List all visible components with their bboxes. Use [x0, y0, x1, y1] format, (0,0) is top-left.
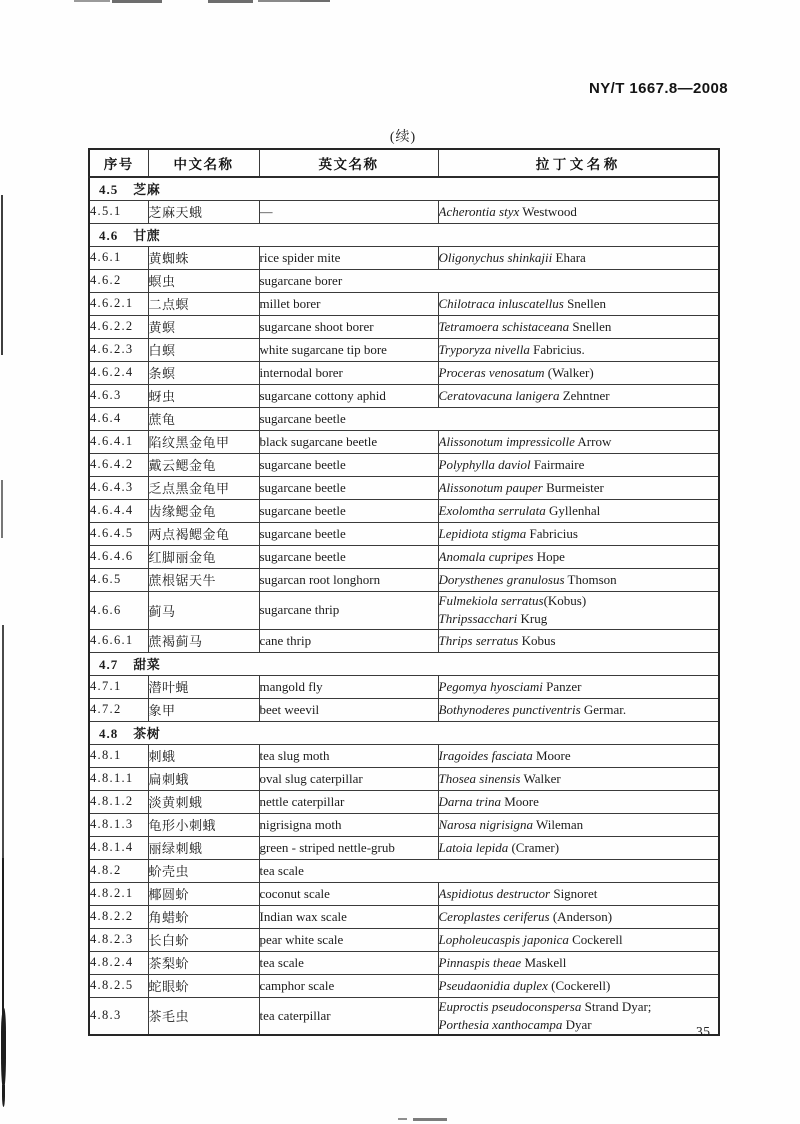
cell-chinese-name: 条螟	[148, 361, 259, 384]
table-row	[89, 246, 719, 269]
section-number: 4.7	[99, 657, 119, 672]
cell-chinese-name: 红脚丽金龟	[148, 545, 259, 568]
cell-latin-name	[438, 591, 719, 629]
cell-english-name: sugarcane beetle	[259, 453, 438, 476]
table-row	[89, 744, 719, 767]
latin-name-line: Bothynoderes punctiventris Germar.	[438, 701, 627, 717]
latin-name-line: Latoia lepida (Cramer)	[438, 839, 560, 855]
latin-name-line: Anomala cupripes Hope	[438, 548, 565, 564]
latin-name-line: Oligonychus shinkajii Ehara	[438, 249, 586, 265]
cell-latin-name	[438, 522, 719, 545]
continued-label: (续)	[389, 130, 417, 145]
cell-chinese-name: 黄蜘蛛	[148, 246, 259, 269]
latin-name-line: Lopholeucaspis japonica Cockerell	[438, 931, 623, 947]
cell-english-name: sugarcane beetle	[259, 476, 438, 499]
cell-english-name: sugarcane beetle	[259, 407, 719, 430]
cell-chinese-name: 螟虫	[148, 269, 259, 292]
latin-name-line: Pegomya hyosciami Panzer	[438, 678, 582, 694]
cell-english-name: millet borer	[259, 292, 438, 315]
cell-chinese-name: 角蜡蚧	[148, 905, 259, 928]
latin-name-line: Ceratovacuna lanigera Zehntner	[438, 387, 610, 403]
scan-artifact-left-edge	[2, 625, 4, 860]
scan-artifact-left-edge	[1, 1008, 6, 1090]
latin-name-line: Pseudaonidia duplex (Cockerell)	[438, 977, 611, 993]
cell-latin-name	[438, 744, 719, 767]
section-cell	[89, 223, 719, 246]
cell-chinese-name: 乏点黑金龟甲	[148, 476, 259, 499]
cell-latin-name	[438, 767, 719, 790]
latin-name-line: Thosea sinensis Walker	[438, 770, 561, 786]
cell-english-name: internodal borer	[259, 361, 438, 384]
cell-english-name: tea caterpillar	[259, 997, 438, 1035]
cell-number: 4.5.1	[89, 200, 148, 223]
cell-latin-name	[438, 836, 719, 859]
cell-latin-name	[438, 384, 719, 407]
cell-chinese-name: 刺蛾	[148, 744, 259, 767]
scan-artifact-top	[300, 0, 330, 2]
cell-number: 4.6.4.4	[89, 499, 148, 522]
latin-name-line: Tetramoera schistaceana Snellen	[438, 318, 612, 334]
section-number: 4.8	[99, 726, 119, 741]
cell-chinese-name: 蔗褐蓟马	[148, 629, 259, 652]
cell-number: 4.8.3	[89, 997, 148, 1035]
table-row	[89, 292, 719, 315]
table-row	[89, 591, 719, 629]
section-number: 4.6	[99, 228, 119, 243]
cell-latin-name	[438, 997, 719, 1035]
cell-number: 4.7.1	[89, 675, 148, 698]
cell-latin-name	[438, 675, 719, 698]
cell-chinese-name: 白螟	[148, 338, 259, 361]
cell-english-name: sugarcane shoot borer	[259, 315, 438, 338]
latin-name-line: Narosa nigrisigna Wileman	[438, 816, 584, 832]
table-row	[89, 315, 719, 338]
table-row	[89, 545, 719, 568]
latin-name-line: Proceras venosatum (Walker)	[438, 364, 594, 380]
cell-english-name: sugarcane borer	[259, 269, 719, 292]
section-title: 甘蔗	[133, 228, 161, 243]
cell-number: 4.6.4	[89, 407, 148, 430]
cell-english-name: pear white scale	[259, 928, 438, 951]
cell-number: 4.8.2.5	[89, 974, 148, 997]
cell-english-name: rice spider mite	[259, 246, 438, 269]
cell-english-name: tea slug moth	[259, 744, 438, 767]
cell-english-name: tea scale	[259, 859, 719, 882]
col-header-number: 序号	[89, 149, 148, 177]
table-row	[89, 629, 719, 652]
cell-number: 4.6.2	[89, 269, 148, 292]
cell-chinese-name: 蔗根锯天牛	[148, 568, 259, 591]
cell-english-name: sugarcane beetle	[259, 499, 438, 522]
table-row	[89, 522, 719, 545]
latin-name-line: Iragoides fasciata Moore	[438, 747, 571, 763]
cell-english-name: black sugarcane beetle	[259, 430, 438, 453]
cell-english-name: sugarcan root longhorn	[259, 568, 438, 591]
cell-chinese-name: 椰圆蚧	[148, 882, 259, 905]
section-cell	[89, 652, 719, 675]
section-title: 茶树	[133, 726, 161, 741]
col-header-chinese-name: 中文名称	[148, 149, 259, 177]
table-header-row	[89, 149, 719, 177]
cell-english-name: nigrisigna moth	[259, 813, 438, 836]
cell-chinese-name: 芝麻天蛾	[148, 200, 259, 223]
cell-number: 4.8.2.1	[89, 882, 148, 905]
cell-latin-name	[438, 453, 719, 476]
latin-name-line: Euproctis pseudoconspersa Strand Dyar;	[438, 998, 652, 1014]
cell-number: 4.8.2.2	[89, 905, 148, 928]
section-row	[89, 652, 719, 675]
cell-number: 4.6.1	[89, 246, 148, 269]
cell-chinese-name: 潜叶蝇	[148, 675, 259, 698]
scan-artifact-left-edge	[2, 858, 4, 1023]
section-title: 甜菜	[133, 657, 161, 672]
cell-chinese-name: 蛇眼蚧	[148, 974, 259, 997]
cell-chinese-name: 蔗龟	[148, 407, 259, 430]
cell-number: 4.6.4.1	[89, 430, 148, 453]
cell-latin-name	[438, 790, 719, 813]
table-row	[89, 269, 719, 292]
cell-latin-name	[438, 246, 719, 269]
scan-artifact-bottom	[413, 1118, 447, 1121]
cell-english-name: Indian wax scale	[259, 905, 438, 928]
cell-chinese-name: 蓟马	[148, 591, 259, 629]
latin-name-line: Darna trina Moore	[438, 793, 539, 809]
cell-chinese-name: 扁刺蛾	[148, 767, 259, 790]
scan-artifact-left-edge	[1, 480, 3, 538]
table-row	[89, 882, 719, 905]
cell-chinese-name: 丽绿刺蛾	[148, 836, 259, 859]
cell-latin-name	[438, 974, 719, 997]
cell-chinese-name: 淡黄刺蛾	[148, 790, 259, 813]
section-title: 芝麻	[133, 182, 161, 198]
cell-number: 4.6.4.2	[89, 453, 148, 476]
cell-number: 4.6.2.2	[89, 315, 148, 338]
table-row	[89, 698, 719, 721]
cell-number: 4.8.2	[89, 859, 148, 882]
pest-table	[88, 148, 720, 1036]
cell-english-name: tea scale	[259, 951, 438, 974]
cell-english-name: nettle caterpillar	[259, 790, 438, 813]
cell-latin-name	[438, 882, 719, 905]
col-header-latin-name: 拉丁文名称	[438, 149, 719, 177]
cell-chinese-name: 黄螟	[148, 315, 259, 338]
latin-name-line: Porthesia xanthocampa Dyar	[438, 1016, 592, 1032]
section-row	[89, 223, 719, 246]
latin-name-line: Lepidiota stigma Fabricius	[438, 525, 578, 541]
latin-name-line: Polyphylla daviol Fairmaire	[438, 456, 585, 472]
cell-number: 4.8.2.3	[89, 928, 148, 951]
table-row	[89, 430, 719, 453]
table-row	[89, 384, 719, 407]
cell-chinese-name: 陷纹黑金龟甲	[148, 430, 259, 453]
latin-name-line: Dorysthenes granulosus Thomson	[438, 571, 617, 587]
cell-chinese-name: 戴云鳃金龟	[148, 453, 259, 476]
table-row	[89, 974, 719, 997]
cell-chinese-name: 两点褐鳃金龟	[148, 522, 259, 545]
cell-chinese-name: 长白蚧	[148, 928, 259, 951]
table-row	[89, 813, 719, 836]
latin-name-line: Fulmekiola serratus(Kobus)	[438, 593, 587, 608]
table-row	[89, 499, 719, 522]
cell-english-name: beet weevil	[259, 698, 438, 721]
cell-number: 4.6.4.5	[89, 522, 148, 545]
section-number: 4.5	[99, 182, 119, 198]
doc-number: NY/T 1667.8—2008	[589, 80, 728, 97]
cell-number: 4.6.2.1	[89, 292, 148, 315]
scan-artifact-top	[74, 0, 110, 2]
table-row	[89, 997, 719, 1035]
cell-number: 4.6.2.4	[89, 361, 148, 384]
cell-latin-name	[438, 905, 719, 928]
table-row	[89, 453, 719, 476]
latin-name-line: Alissonotum pauper Burmeister	[438, 479, 604, 495]
cell-english-name: sugarcane cottony aphid	[259, 384, 438, 407]
cell-number: 4.6.4.3	[89, 476, 148, 499]
scan-artifact-top	[112, 0, 162, 3]
cell-latin-name	[438, 568, 719, 591]
latin-name-line: Exolomtha serrulata Gyllenhal	[438, 502, 601, 518]
cell-number: 4.8.1.2	[89, 790, 148, 813]
section-cell	[89, 721, 719, 744]
cell-chinese-name: 茶梨蚧	[148, 951, 259, 974]
latin-name-line: Thrips serratus Kobus	[438, 632, 556, 648]
cell-english-name: sugarcane thrip	[259, 591, 438, 629]
latin-name-line: Alissonotum impressicolle Arrow	[438, 433, 612, 449]
cell-number: 4.7.2	[89, 698, 148, 721]
section-row	[89, 721, 719, 744]
cell-number: 4.8.1.4	[89, 836, 148, 859]
cell-english-name: coconut scale	[259, 882, 438, 905]
scan-artifact-left-edge	[2, 1085, 5, 1107]
cell-number: 4.8.2.4	[89, 951, 148, 974]
latin-name-line: Pinnaspis theae Maskell	[438, 954, 567, 970]
cell-english-name: sugarcane beetle	[259, 545, 438, 568]
table-row	[89, 859, 719, 882]
latin-name-line: Acherontia styx Westwood	[438, 203, 577, 219]
table-row	[89, 836, 719, 859]
cell-number: 4.8.1	[89, 744, 148, 767]
col-header-english-name: 英文名称	[259, 149, 438, 177]
table-row	[89, 790, 719, 813]
cell-english-name: mangold fly	[259, 675, 438, 698]
section-row	[89, 177, 719, 200]
cell-chinese-name: 齿缘鳃金龟	[148, 499, 259, 522]
table-row	[89, 767, 719, 790]
cell-latin-name	[438, 361, 719, 384]
cell-latin-name	[438, 430, 719, 453]
latin-name-line: Tryporyza nivella Fabricius.	[438, 341, 585, 357]
cell-latin-name	[438, 928, 719, 951]
cell-english-name: oval slug caterpillar	[259, 767, 438, 790]
cell-latin-name	[438, 813, 719, 836]
cell-latin-name	[438, 338, 719, 361]
cell-english-name: white sugarcane tip bore	[259, 338, 438, 361]
cell-english-name: —	[259, 200, 438, 223]
latin-name-line: Thripssacchari Krug	[438, 611, 548, 626]
table-row	[89, 361, 719, 384]
table-row	[89, 200, 719, 223]
table-row	[89, 476, 719, 499]
cell-latin-name	[438, 499, 719, 522]
cell-latin-name	[438, 476, 719, 499]
cell-latin-name	[438, 315, 719, 338]
cell-latin-name	[438, 292, 719, 315]
table-row	[89, 568, 719, 591]
latin-name-line: Chilotraca inluscatellus Snellen	[438, 295, 607, 311]
cell-number: 4.6.2.3	[89, 338, 148, 361]
cell-english-name: camphor scale	[259, 974, 438, 997]
table-row	[89, 407, 719, 430]
cell-number: 4.6.4.6	[89, 545, 148, 568]
cell-number: 4.8.1.1	[89, 767, 148, 790]
scan-artifact-top	[208, 0, 253, 3]
cell-number: 4.8.1.3	[89, 813, 148, 836]
cell-latin-name	[438, 629, 719, 652]
cell-number: 4.6.3	[89, 384, 148, 407]
cell-chinese-name: 二点螟	[148, 292, 259, 315]
cell-number: 4.6.5	[89, 568, 148, 591]
table-row	[89, 928, 719, 951]
cell-number: 4.6.6.1	[89, 629, 148, 652]
cell-latin-name	[438, 200, 719, 223]
scan-artifact-left-edge	[1, 195, 3, 355]
cell-chinese-name: 蚧壳虫	[148, 859, 259, 882]
table-row	[89, 951, 719, 974]
latin-name-line: Aspidiotus destructor Signoret	[438, 885, 598, 901]
page-number: 35	[696, 1024, 711, 1039]
cell-english-name: cane thrip	[259, 629, 438, 652]
latin-name-line: Ceroplastes ceriferus (Anderson)	[438, 908, 613, 924]
cell-latin-name	[438, 698, 719, 721]
table-row	[89, 338, 719, 361]
table-row	[89, 675, 719, 698]
cell-number: 4.6.6	[89, 591, 148, 629]
cell-english-name: sugarcane beetle	[259, 522, 438, 545]
cell-latin-name	[438, 545, 719, 568]
cell-english-name: green - striped nettle-grub	[259, 836, 438, 859]
cell-chinese-name: 象甲	[148, 698, 259, 721]
cell-latin-name	[438, 951, 719, 974]
cell-chinese-name: 茶毛虫	[148, 997, 259, 1035]
cell-chinese-name: 蚜虫	[148, 384, 259, 407]
scan-artifact-bottom	[398, 1118, 407, 1120]
section-cell	[89, 177, 719, 200]
cell-chinese-name: 龟形小刺蛾	[148, 813, 259, 836]
table-row	[89, 905, 719, 928]
